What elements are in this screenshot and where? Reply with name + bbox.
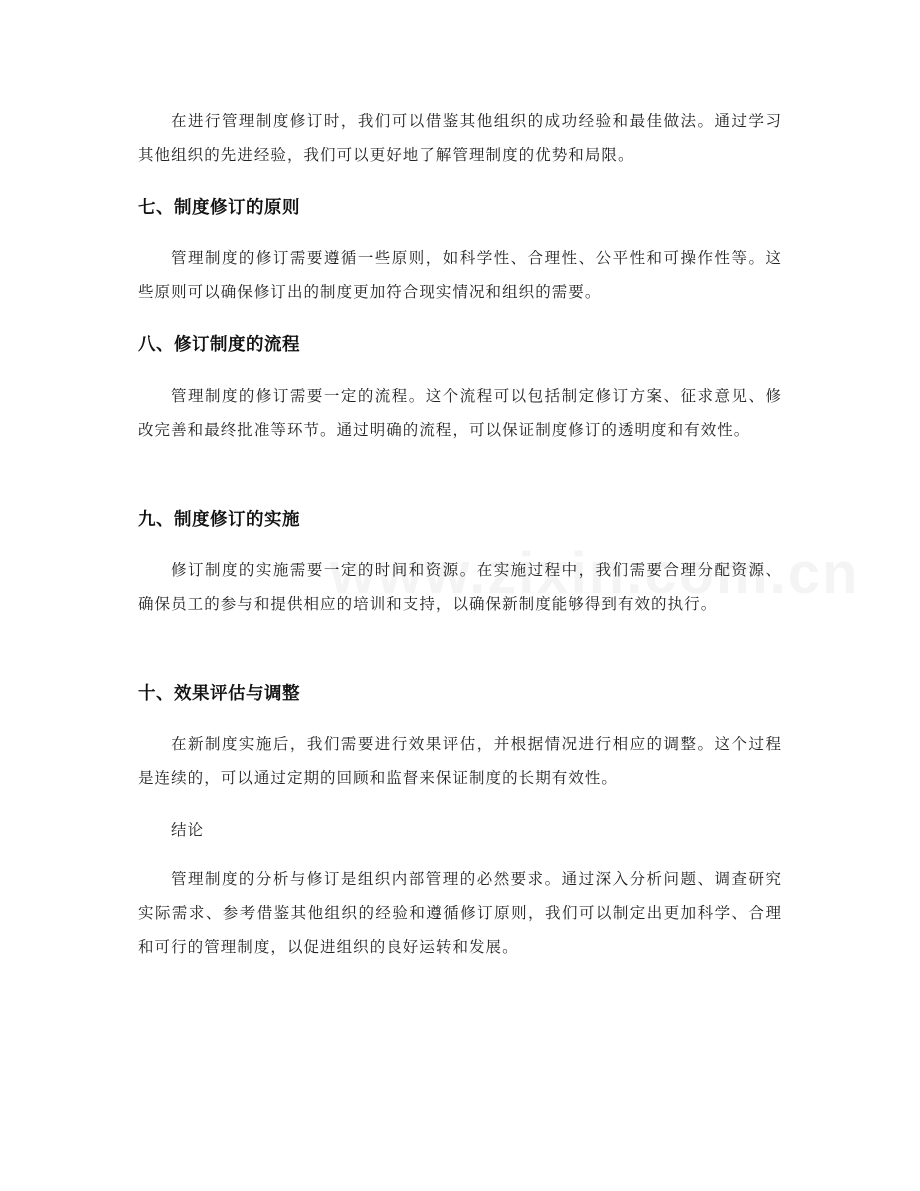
paragraph-conclusion: 管理制度的分析与修订是组织内部管理的必然要求。通过深入分析问题、调查研究实际需求、参考借鉴其他组织的经验和遵循修订原则，我们可以制定出更加科学、合理和可行的管理制度，以促进组织的良好运转和发展。 bbox=[138, 870, 782, 956]
conclusion-label: 结论 bbox=[171, 821, 205, 839]
section-heading-10: 十、效果评估与调整 bbox=[138, 684, 300, 704]
section-heading-7: 七、制度修订的原则 bbox=[138, 198, 300, 218]
paragraph-section-10: 在新制度实施后，我们需要进行效果评估，并根据情况进行相应的调整。这个过程是连续的，可以通过定期的回顾和监督来保证制度的长期有效性。 bbox=[138, 735, 782, 787]
paragraph-section-7: 管理制度的修订需要遵循一些原则，如科学性、合理性、公平性和可操作性等。这些原则可以确保修订出的制度更加符合现实情况和组织的需要。 bbox=[138, 249, 782, 301]
section-heading-8: 八、修订制度的流程 bbox=[138, 335, 300, 355]
paragraph-section-8: 管理制度的修订需要一定的流程。这个流程可以包括制定修订方案、征求意见、修改完善和最终批准等环节。通过明确的流程，可以保证制度修订的透明度和有效性。 bbox=[138, 387, 782, 439]
paragraph-intro: 在进行管理制度修订时，我们可以借鉴其他组织的成功经验和最佳做法。通过学习其他组织的先进经验，我们可以更好地了解管理制度的优势和局限。 bbox=[138, 112, 782, 164]
section-heading-9: 九、制度修订的实施 bbox=[138, 510, 300, 530]
paragraph-section-9: 修订制度的实施需要一定的时间和资源。在实施过程中，我们需要合理分配资源、确保员工的参与和提供相应的培训和支持，以确保新制度能够得到有效的执行。 bbox=[138, 561, 782, 613]
